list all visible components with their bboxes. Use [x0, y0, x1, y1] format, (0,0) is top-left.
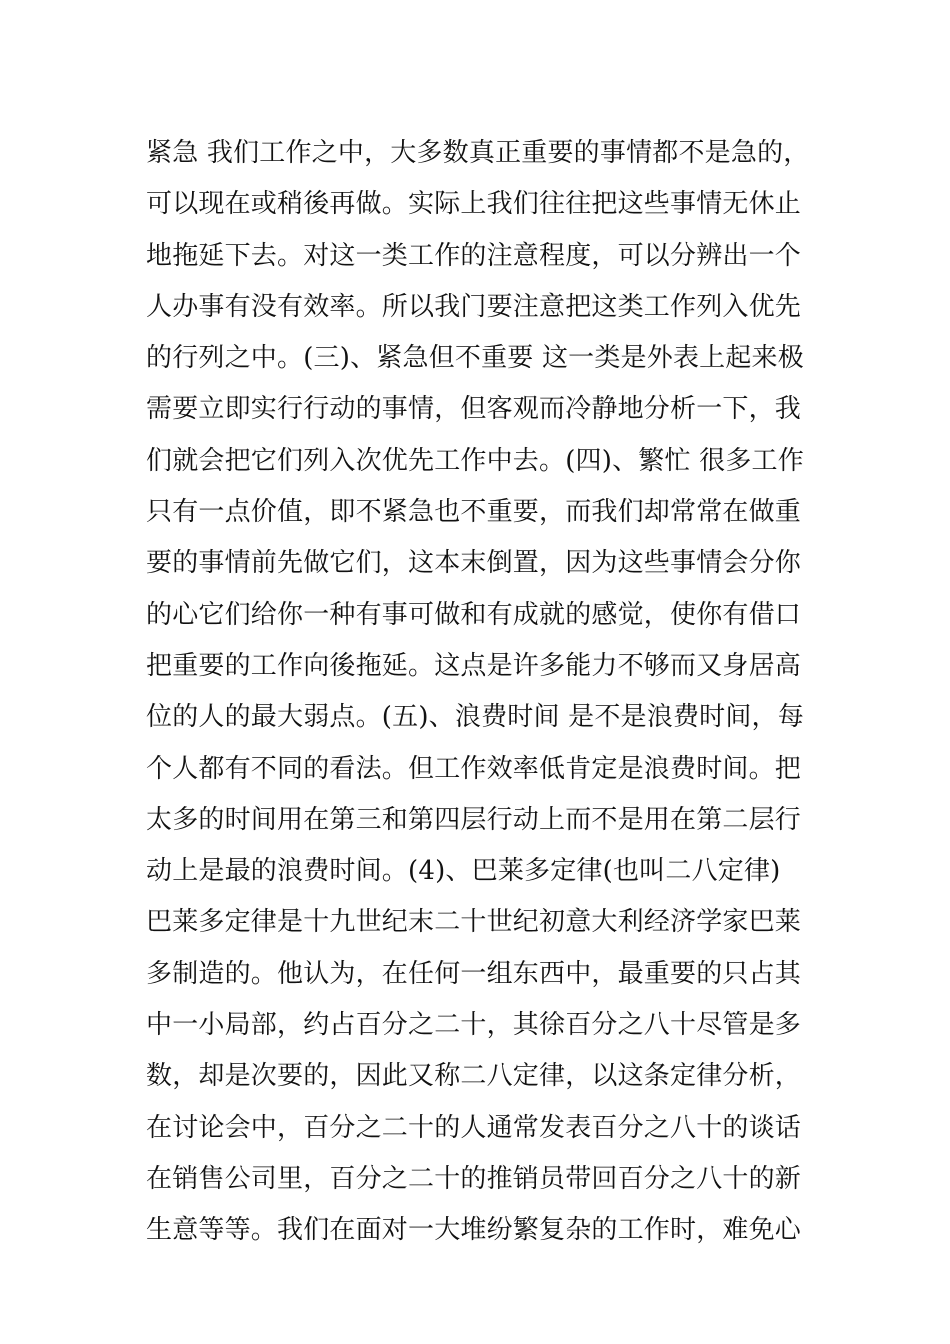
text-line: 人办事有没有效率。所以我门要注意把这类工作列入优先: [146, 291, 802, 322]
text-line: 位的人的最大弱点。(五)、浪费时间 是不是浪费时间，每: [146, 702, 804, 733]
text-line: 多制造的。他认为，在任何一组东西中，最重要的只占其: [146, 958, 802, 989]
text-line: 可以现在或稍後再做。实际上我们往往把这些事情无休止: [146, 189, 802, 220]
text-line: 把重要的工作向後拖延。这点是许多能力不够而又身居高: [146, 650, 802, 681]
text-line: 在销售公司里，百分之二十的推销员带回百分之八十的新: [146, 1163, 802, 1194]
text-line: 只有一点价值，即不紧急也不重要，而我们却常常在做重: [146, 497, 802, 528]
text-line: 动上是最的浪费时间。(4)、巴莱多定律(也叫二八定律): [146, 856, 781, 887]
text-line: 的行列之中。(三)、紧急但不重要 这一类是外表上起来极: [146, 343, 804, 374]
text-line: 巴莱多定律是十九世纪末二十世纪初意大利经济学家巴莱: [146, 907, 802, 938]
text-line: 个人都有不同的看法。但工作效率低肯定是浪费时间。把: [146, 753, 802, 784]
text-line: 要的事情前先做它们，这本末倒置，因为这些事情会分你: [146, 548, 802, 579]
text-line: 在讨论会中，百分之二十的人通常发表百分之八十的谈话: [146, 1112, 802, 1143]
text-line: 地拖延下去。对这一类工作的注意程度，可以分辨出一个: [146, 240, 802, 271]
text-line: 太多的时间用在第三和第四层行动上而不是用在第二层行: [146, 804, 802, 835]
text-line: 们就会把它们列入次优先工作中去。(四)、繁忙 很多工作: [146, 445, 804, 476]
text-line: 生意等等。我们在面对一大堆纷繁复杂的工作时，难免心: [146, 1215, 802, 1246]
text-line: 数，却是次要的，因此又称二八定律，以这条定律分析，: [146, 1061, 802, 1092]
text-line: 需要立即实行行动的事情，但客观而冷静地分析一下，我: [146, 394, 802, 425]
body-text: [146, 128, 810, 1257]
text-line: 紧急 我们工作之中，大多数真正重要的事情都不是急的，: [146, 138, 810, 168]
text-line: 中一小局部，约占百分之二十，其徐百分之八十尽管是多: [146, 1010, 802, 1041]
text-line: 的心它们给你一种有事可做和有成就的感觉，使你有借口: [146, 599, 802, 630]
